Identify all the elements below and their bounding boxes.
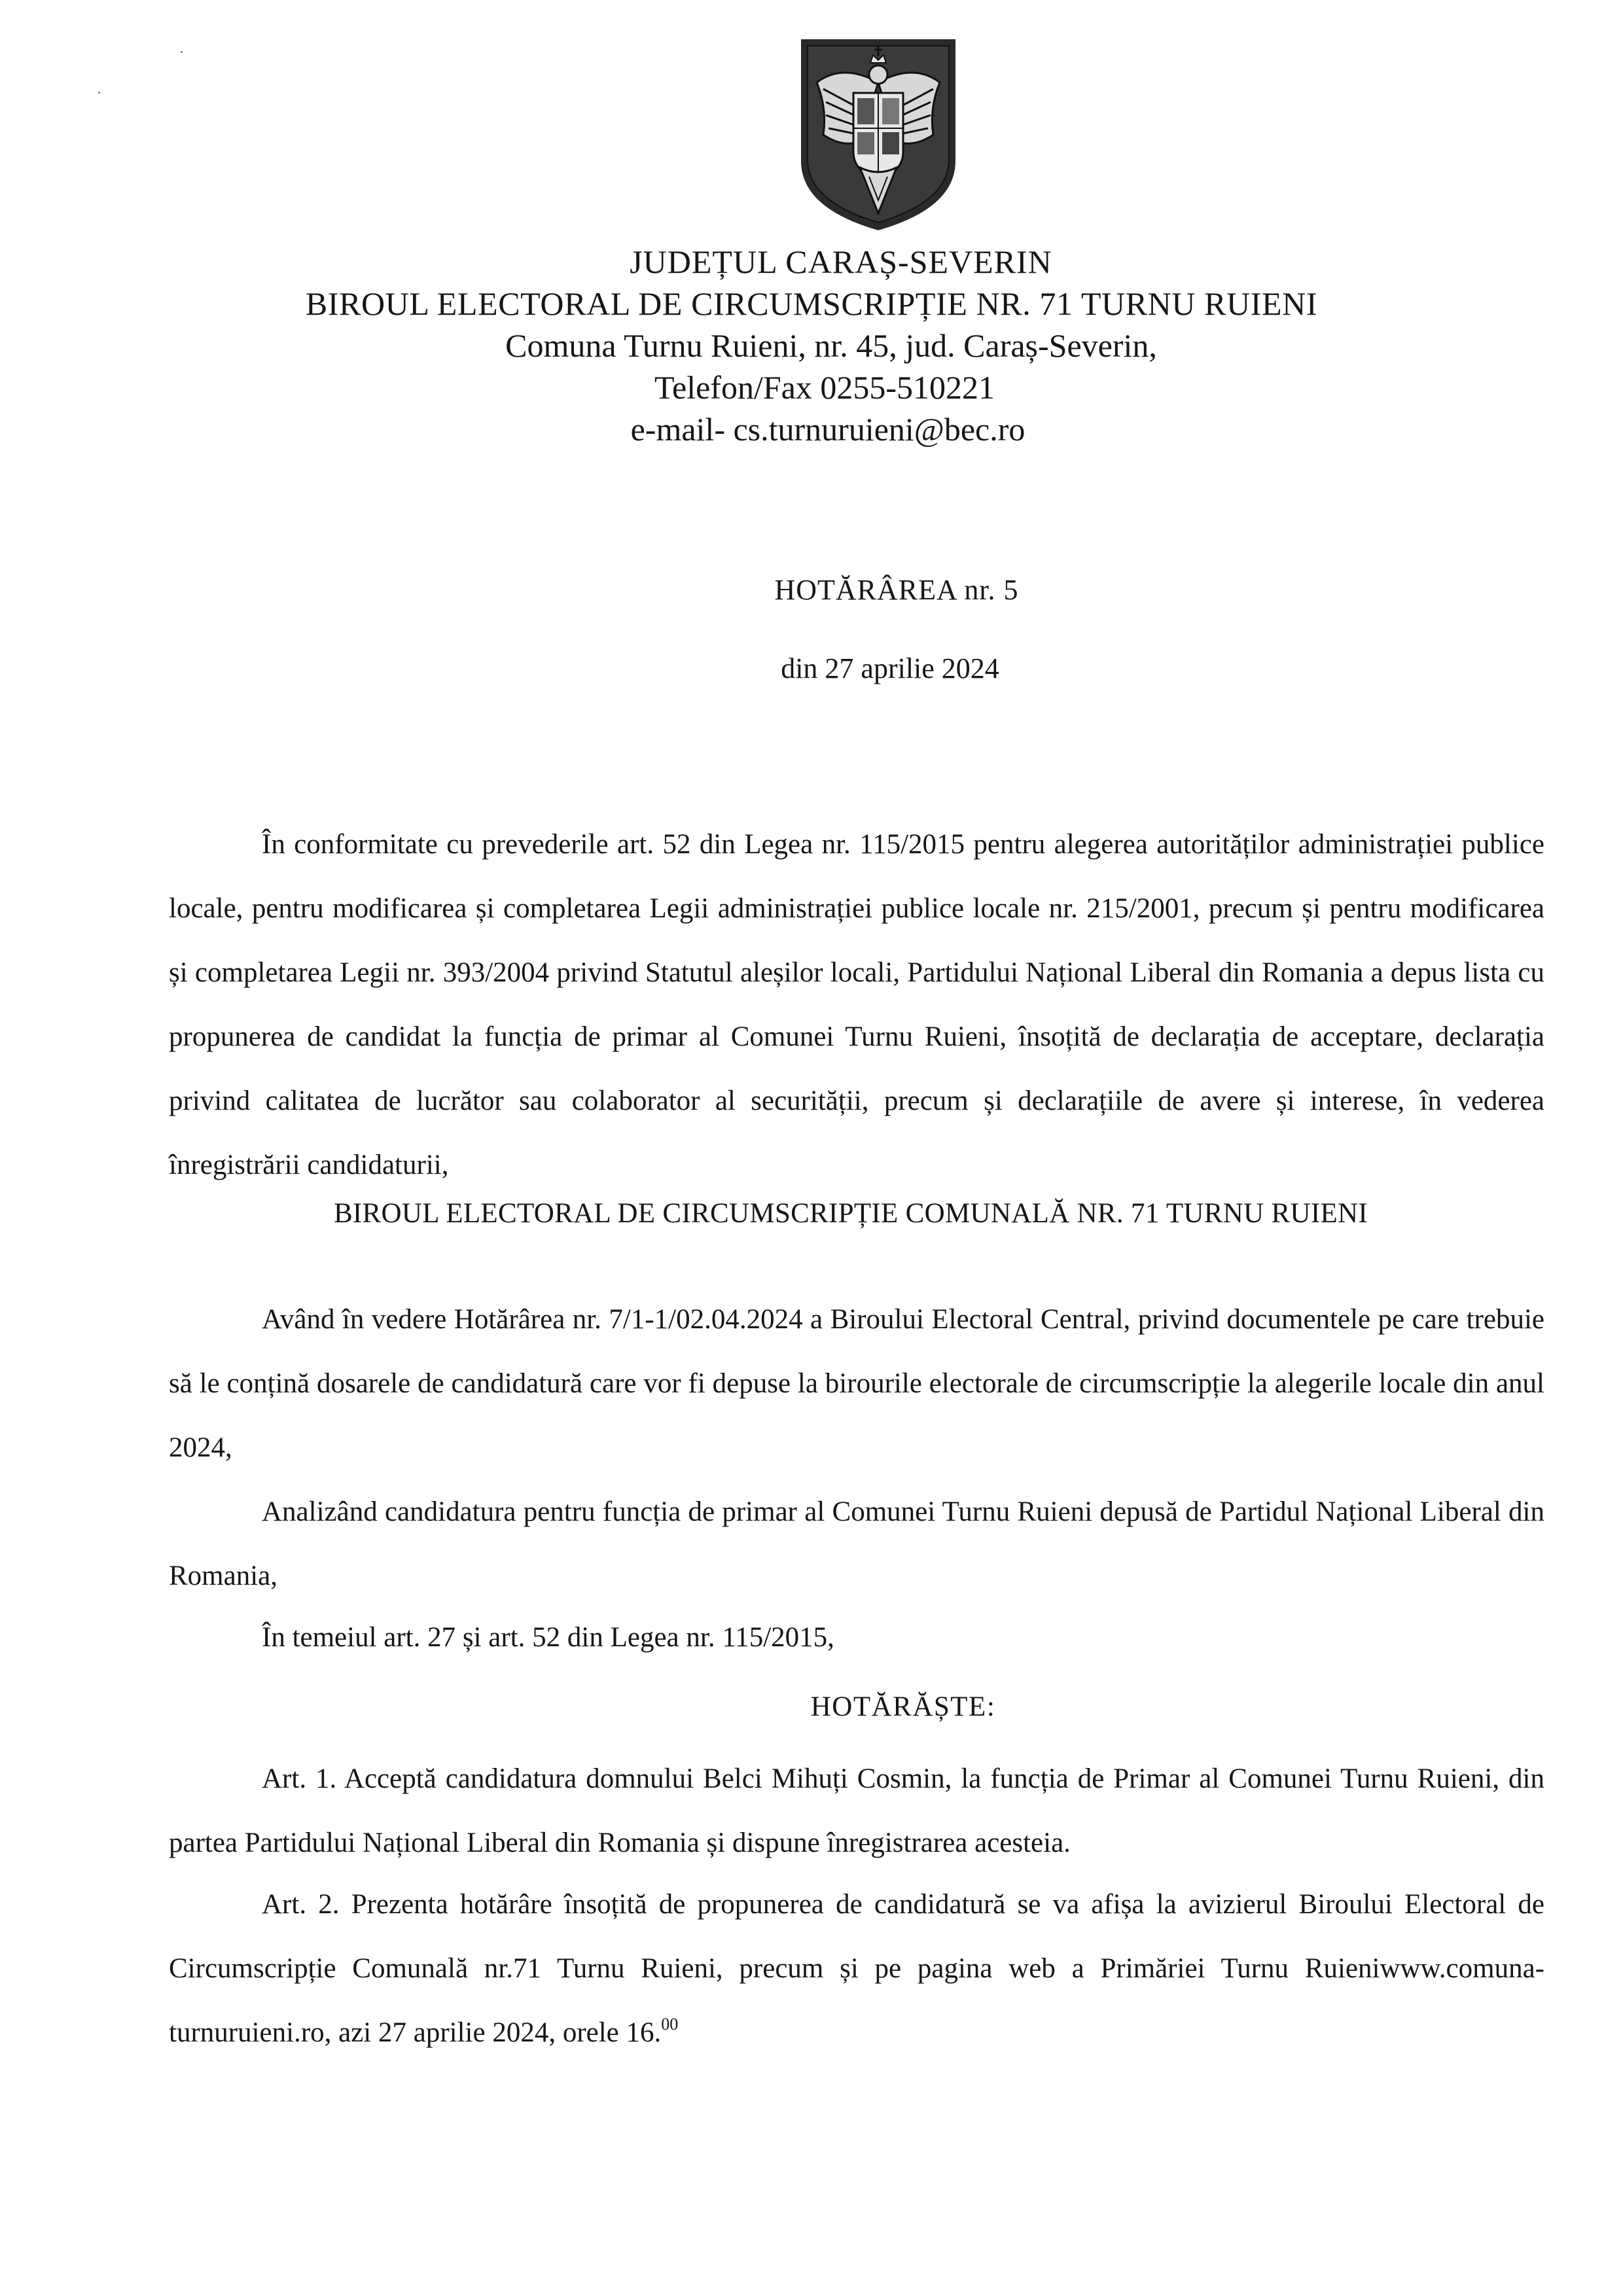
- article-1: Art. 1. Acceptă candidatura domnului Belci Mihuți Cosmin, la funcția de Primar al Comunei Turnu Ruieni, din partea Partidului Național Liberal din Romania și dispune înregistrarea acesteia.: [169, 1763, 1544, 1858]
- intro-paragraph: În conformitate cu prevederile art. 52 din Legea nr. 115/2015 pentru alegerea autorităților administrației publice locale, pentru modificarea și completarea Legii administrației publice locale nr. 215/2001, precum și pentru modificarea și completarea Legii nr. 393/2004 privind Statutul aleșilor locali, Partidului Național Liberal din Romania a depus lista cu propunerea de candidat la funcția de primar al Comunei Turnu Ruieni, însoțită de declarația de acceptare, declarația privind calitatea de lucrător sau colaborator al securității, precum și declarațiile de avere și interese, în vederea înregistrării candidaturii,: [169, 829, 1544, 1180]
- scan-speck: [98, 92, 100, 94]
- issuer-heading: BIROUL ELECTORAL DE CIRCUMSCRIPȚIE COMUNALĂ NR. 71 TURNU RUIENI: [333, 1198, 1368, 1229]
- article-2-text: Art. 2. Prezenta hotărâre însoțită de propunerea de candidatură se va afișa la avizierul Biroului Electoral de Circumscripție Comunală nr.71 Turnu Ruieni, precum și pe pagina web a Primăriei Turnu Ruieniwww.comuna-turnuruieni.ro, azi 27 aprilie 2024, orele 16.: [169, 1889, 1544, 2048]
- article-2-time-superscript: 00: [661, 2015, 679, 2034]
- office-name: BIROUL ELECTORAL DE CIRCUMSCRIPȚIE NR. 71 TURNU RUIENI: [305, 285, 1318, 322]
- county-name: JUDEȚUL CARAȘ-SEVERIN: [630, 243, 1052, 280]
- decision-date: din 27 aprilie 2024: [781, 652, 999, 684]
- romania-coat-of-arms-icon: [797, 37, 959, 233]
- legal-basis-paragraph: În temeiul art. 27 și art. 52 din Legea nr. 115/2015,: [262, 1622, 834, 1653]
- office-phone: Telefon/Fax 0255-510221: [654, 369, 995, 406]
- article-2: [169, 1873, 1544, 2065]
- decision-number: HOTĂRÂREA nr. 5: [774, 574, 1019, 606]
- considering-paragraph: Având în vedere Hotărârea nr. 7/1-1/02.04.2024 a Biroului Electoral Central, privind documentele pe care trebuie să le conțină dosarele de candidatură care vor fi depuse la birourile electorale de circumscripție la alegerile locale din anul 2024,: [169, 1304, 1544, 1463]
- office-address: Comuna Turnu Ruieni, nr. 45, jud. Caraș-Severin,: [505, 327, 1157, 364]
- analyzing-paragraph: Analizând candidatura pentru funcția de primar al Comunei Turnu Ruieni depusă de Partidul Național Liberal din Romania,: [169, 1496, 1544, 1591]
- document-header: [0, 241, 1623, 450]
- scan-speck: [181, 51, 183, 53]
- office-email: e-mail- cs.turnuruieni@bec.ro: [630, 411, 1026, 448]
- decides-heading: HOTĂRĂȘTE:: [810, 1691, 996, 1722]
